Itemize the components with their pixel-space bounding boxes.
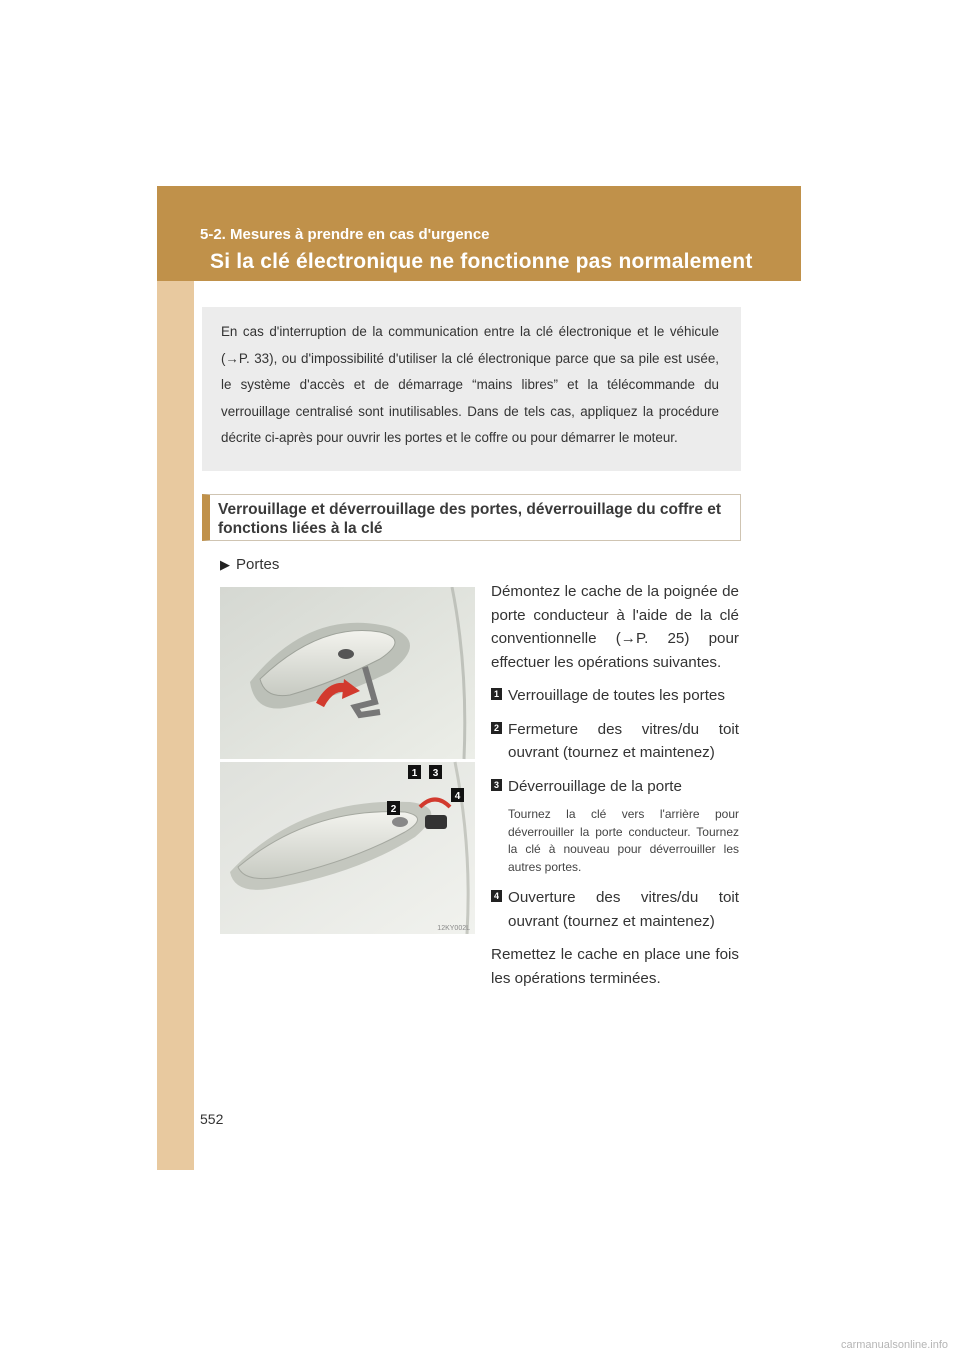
callout-3 (429, 765, 442, 779)
page-number: 552 (200, 1111, 224, 1127)
side-tab (157, 186, 194, 1170)
step-2-number: 2 (491, 722, 502, 734)
step-4-text: Ouverture des vitres/du toit ouvrant (tournez et maintenez) (508, 889, 739, 930)
doors-heading (220, 556, 279, 573)
callout-4 (451, 788, 464, 802)
step-4-number: 4 (491, 890, 502, 902)
door-handle-figure (220, 587, 475, 934)
door-handle-illustration (220, 587, 475, 934)
step-3-number: 3 (491, 779, 502, 791)
step-3-text: Déverrouillage de la porte (508, 777, 682, 795)
doors-text-column (491, 580, 739, 990)
subsection-heading: Verrouillage et déverrouillage des portes, déverrouillage du coffre et fonctions liées à la clé (202, 494, 741, 541)
callout-3-label: 3 (432, 768, 439, 779)
intro-box (202, 307, 741, 471)
callout-4-label: 4 (454, 791, 461, 802)
keyhole-bottom (392, 817, 408, 827)
step-4 (491, 886, 739, 933)
callout-2 (387, 801, 400, 815)
page-title: Si la clé électronique ne fonctionne pas normalement (210, 250, 753, 273)
step-2 (491, 718, 739, 765)
step-3 (491, 775, 739, 799)
step-2-text: Fermeture des vitres/du toit ouvrant (tournez et maintenez) (508, 720, 739, 761)
keyhole-top (338, 649, 354, 659)
section-label: 5-2. Mesures à prendre en cas d'urgence (200, 226, 490, 243)
doors-heading-label: Portes (236, 556, 280, 573)
watermark: carmanualsonline.info (840, 1339, 948, 1351)
step-1 (491, 684, 739, 708)
step-1-text: Verrouillage de toutes les portes (508, 687, 725, 704)
callout-1 (408, 765, 421, 779)
triangle-bullet-icon: ▶ (220, 557, 230, 572)
step-3-note: Tournez la clé vers l'arrière pour déverrouiller la porte conducteur. Tournez la clé à nouveau pour déverrouiller les autres portes. (508, 807, 739, 874)
doors-instruction: Démontez le cache de la poignée de porte conducteur à l'aide de la clé conventionnelle (→P. 25) pour effectuer les opérations suivantes. (491, 583, 739, 671)
intro-text: En cas d'interruption de la communication entre la clé électronique et le véhicule (→P. 33), ou d'impossibilité d'utiliser la clé électronique parce que sa pile est usée, le système d'accès et de démarrage “mains libres” et la télécommande du verrouillage centralisé sont inutilisables. Dans de tels cas, appliquez la procédure décrite ci-après pour ouvrir les portes et le coffre ou pour démarrer le moteur. (221, 324, 719, 445)
key-cylinder (425, 815, 447, 829)
callout-2-label: 2 (390, 804, 397, 815)
figure-code: 12KY002L (437, 925, 470, 932)
step-1-number: 1 (491, 688, 502, 700)
closing-instruction: Remettez le cache en place une fois les opérations terminées. (491, 946, 739, 987)
callout-1-label: 1 (411, 768, 418, 779)
